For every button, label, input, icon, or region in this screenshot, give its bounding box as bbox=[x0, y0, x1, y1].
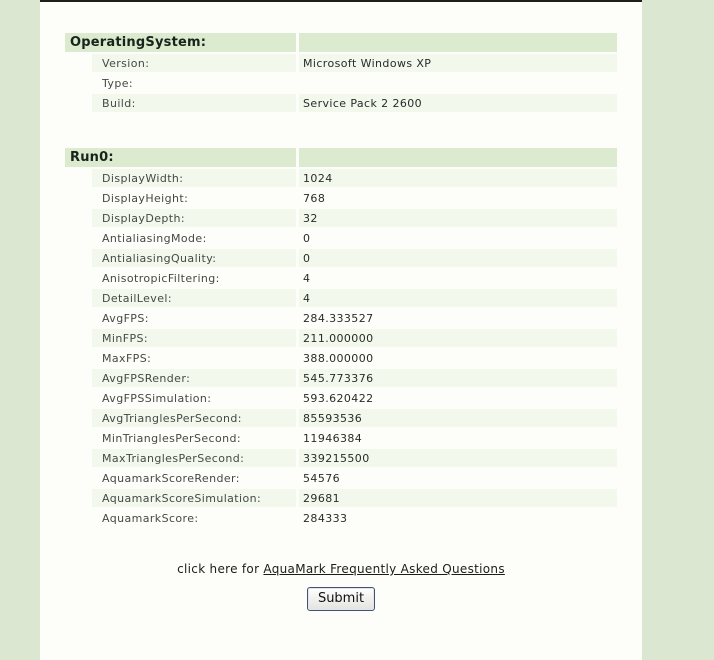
faq-line-prefix: click here for bbox=[177, 562, 264, 576]
section-title-run0: Run0: bbox=[65, 148, 296, 167]
table-row bbox=[65, 369, 617, 387]
faq-line bbox=[40, 562, 642, 576]
row-value: 4 bbox=[299, 269, 617, 287]
row-label: DisplayDepth: bbox=[92, 209, 296, 227]
row-label: AntialiasingMode: bbox=[92, 229, 296, 247]
faq-link[interactable]: AquaMark Frequently Asked Questions bbox=[263, 562, 505, 576]
section-header-row bbox=[65, 148, 617, 167]
row-value: 284.333527 bbox=[299, 309, 617, 327]
section-title-operating-system: OperatingSystem: bbox=[65, 33, 296, 52]
row-value: 0 bbox=[299, 229, 617, 247]
table-row bbox=[65, 409, 617, 427]
row-value: 768 bbox=[299, 189, 617, 207]
row-label: MinFPS: bbox=[92, 329, 296, 347]
submit-area bbox=[40, 587, 642, 611]
submit-button[interactable]: Submit bbox=[307, 587, 375, 611]
table-row bbox=[65, 349, 617, 367]
table-row bbox=[65, 54, 617, 72]
row-label: MaxTrianglesPerSecond: bbox=[92, 449, 296, 467]
table-row bbox=[65, 94, 617, 112]
table-row bbox=[65, 249, 617, 267]
row-label: Build: bbox=[92, 94, 296, 112]
row-label: AquamarkScore: bbox=[92, 509, 296, 527]
row-label: MaxFPS: bbox=[92, 349, 296, 367]
row-value: 211.000000 bbox=[299, 329, 617, 347]
row-value: 54576 bbox=[299, 469, 617, 487]
row-label: AquamarkScoreSimulation: bbox=[92, 489, 296, 507]
benchmark-report-panel bbox=[40, 0, 642, 660]
section-header-spacer-cell bbox=[299, 33, 617, 52]
row-value: 29681 bbox=[299, 489, 617, 507]
table-row bbox=[65, 209, 617, 227]
row-value: 0 bbox=[299, 249, 617, 267]
row-label: AvgFPSSimulation: bbox=[92, 389, 296, 407]
row-label: DisplayWidth: bbox=[92, 169, 296, 187]
row-value: 85593536 bbox=[299, 409, 617, 427]
operating-system-table bbox=[62, 31, 620, 114]
row-value: 388.000000 bbox=[299, 349, 617, 367]
row-label: AvgFPS: bbox=[92, 309, 296, 327]
table-row bbox=[65, 389, 617, 407]
row-value: 593.620422 bbox=[299, 389, 617, 407]
table-row bbox=[65, 469, 617, 487]
row-label: AnisotropicFiltering: bbox=[92, 269, 296, 287]
table-row bbox=[65, 229, 617, 247]
table-row bbox=[65, 429, 617, 447]
row-value: 1024 bbox=[299, 169, 617, 187]
row-value: Service Pack 2 2600 bbox=[299, 94, 617, 112]
table-row bbox=[65, 74, 617, 92]
table-row bbox=[65, 509, 617, 527]
row-label: AntialiasingQuality: bbox=[92, 249, 296, 267]
row-value: 32 bbox=[299, 209, 617, 227]
row-value: 4 bbox=[299, 289, 617, 307]
row-label: AquamarkScoreRender: bbox=[92, 469, 296, 487]
row-label: AvgFPSRender: bbox=[92, 369, 296, 387]
row-value: 339215500 bbox=[299, 449, 617, 467]
row-label: DisplayHeight: bbox=[92, 189, 296, 207]
table-row bbox=[65, 169, 617, 187]
table-row bbox=[65, 329, 617, 347]
table-row bbox=[65, 449, 617, 467]
row-value: 284333 bbox=[299, 509, 617, 527]
row-value: Microsoft Windows XP bbox=[299, 54, 617, 72]
table-row bbox=[65, 289, 617, 307]
row-value: 545.773376 bbox=[299, 369, 617, 387]
run0-table bbox=[62, 146, 620, 529]
row-value: 11946384 bbox=[299, 429, 617, 447]
row-label: DetailLevel: bbox=[92, 289, 296, 307]
row-label: Type: bbox=[92, 74, 296, 92]
table-row bbox=[65, 309, 617, 327]
row-label: Version: bbox=[92, 54, 296, 72]
table-row bbox=[65, 189, 617, 207]
section-header-spacer-cell bbox=[299, 148, 617, 167]
table-row bbox=[65, 489, 617, 507]
row-label: MinTrianglesPerSecond: bbox=[92, 429, 296, 447]
row-label: AvgTrianglesPerSecond: bbox=[92, 409, 296, 427]
row-value bbox=[299, 74, 617, 92]
section-header-row bbox=[65, 33, 617, 52]
table-row bbox=[65, 269, 617, 287]
